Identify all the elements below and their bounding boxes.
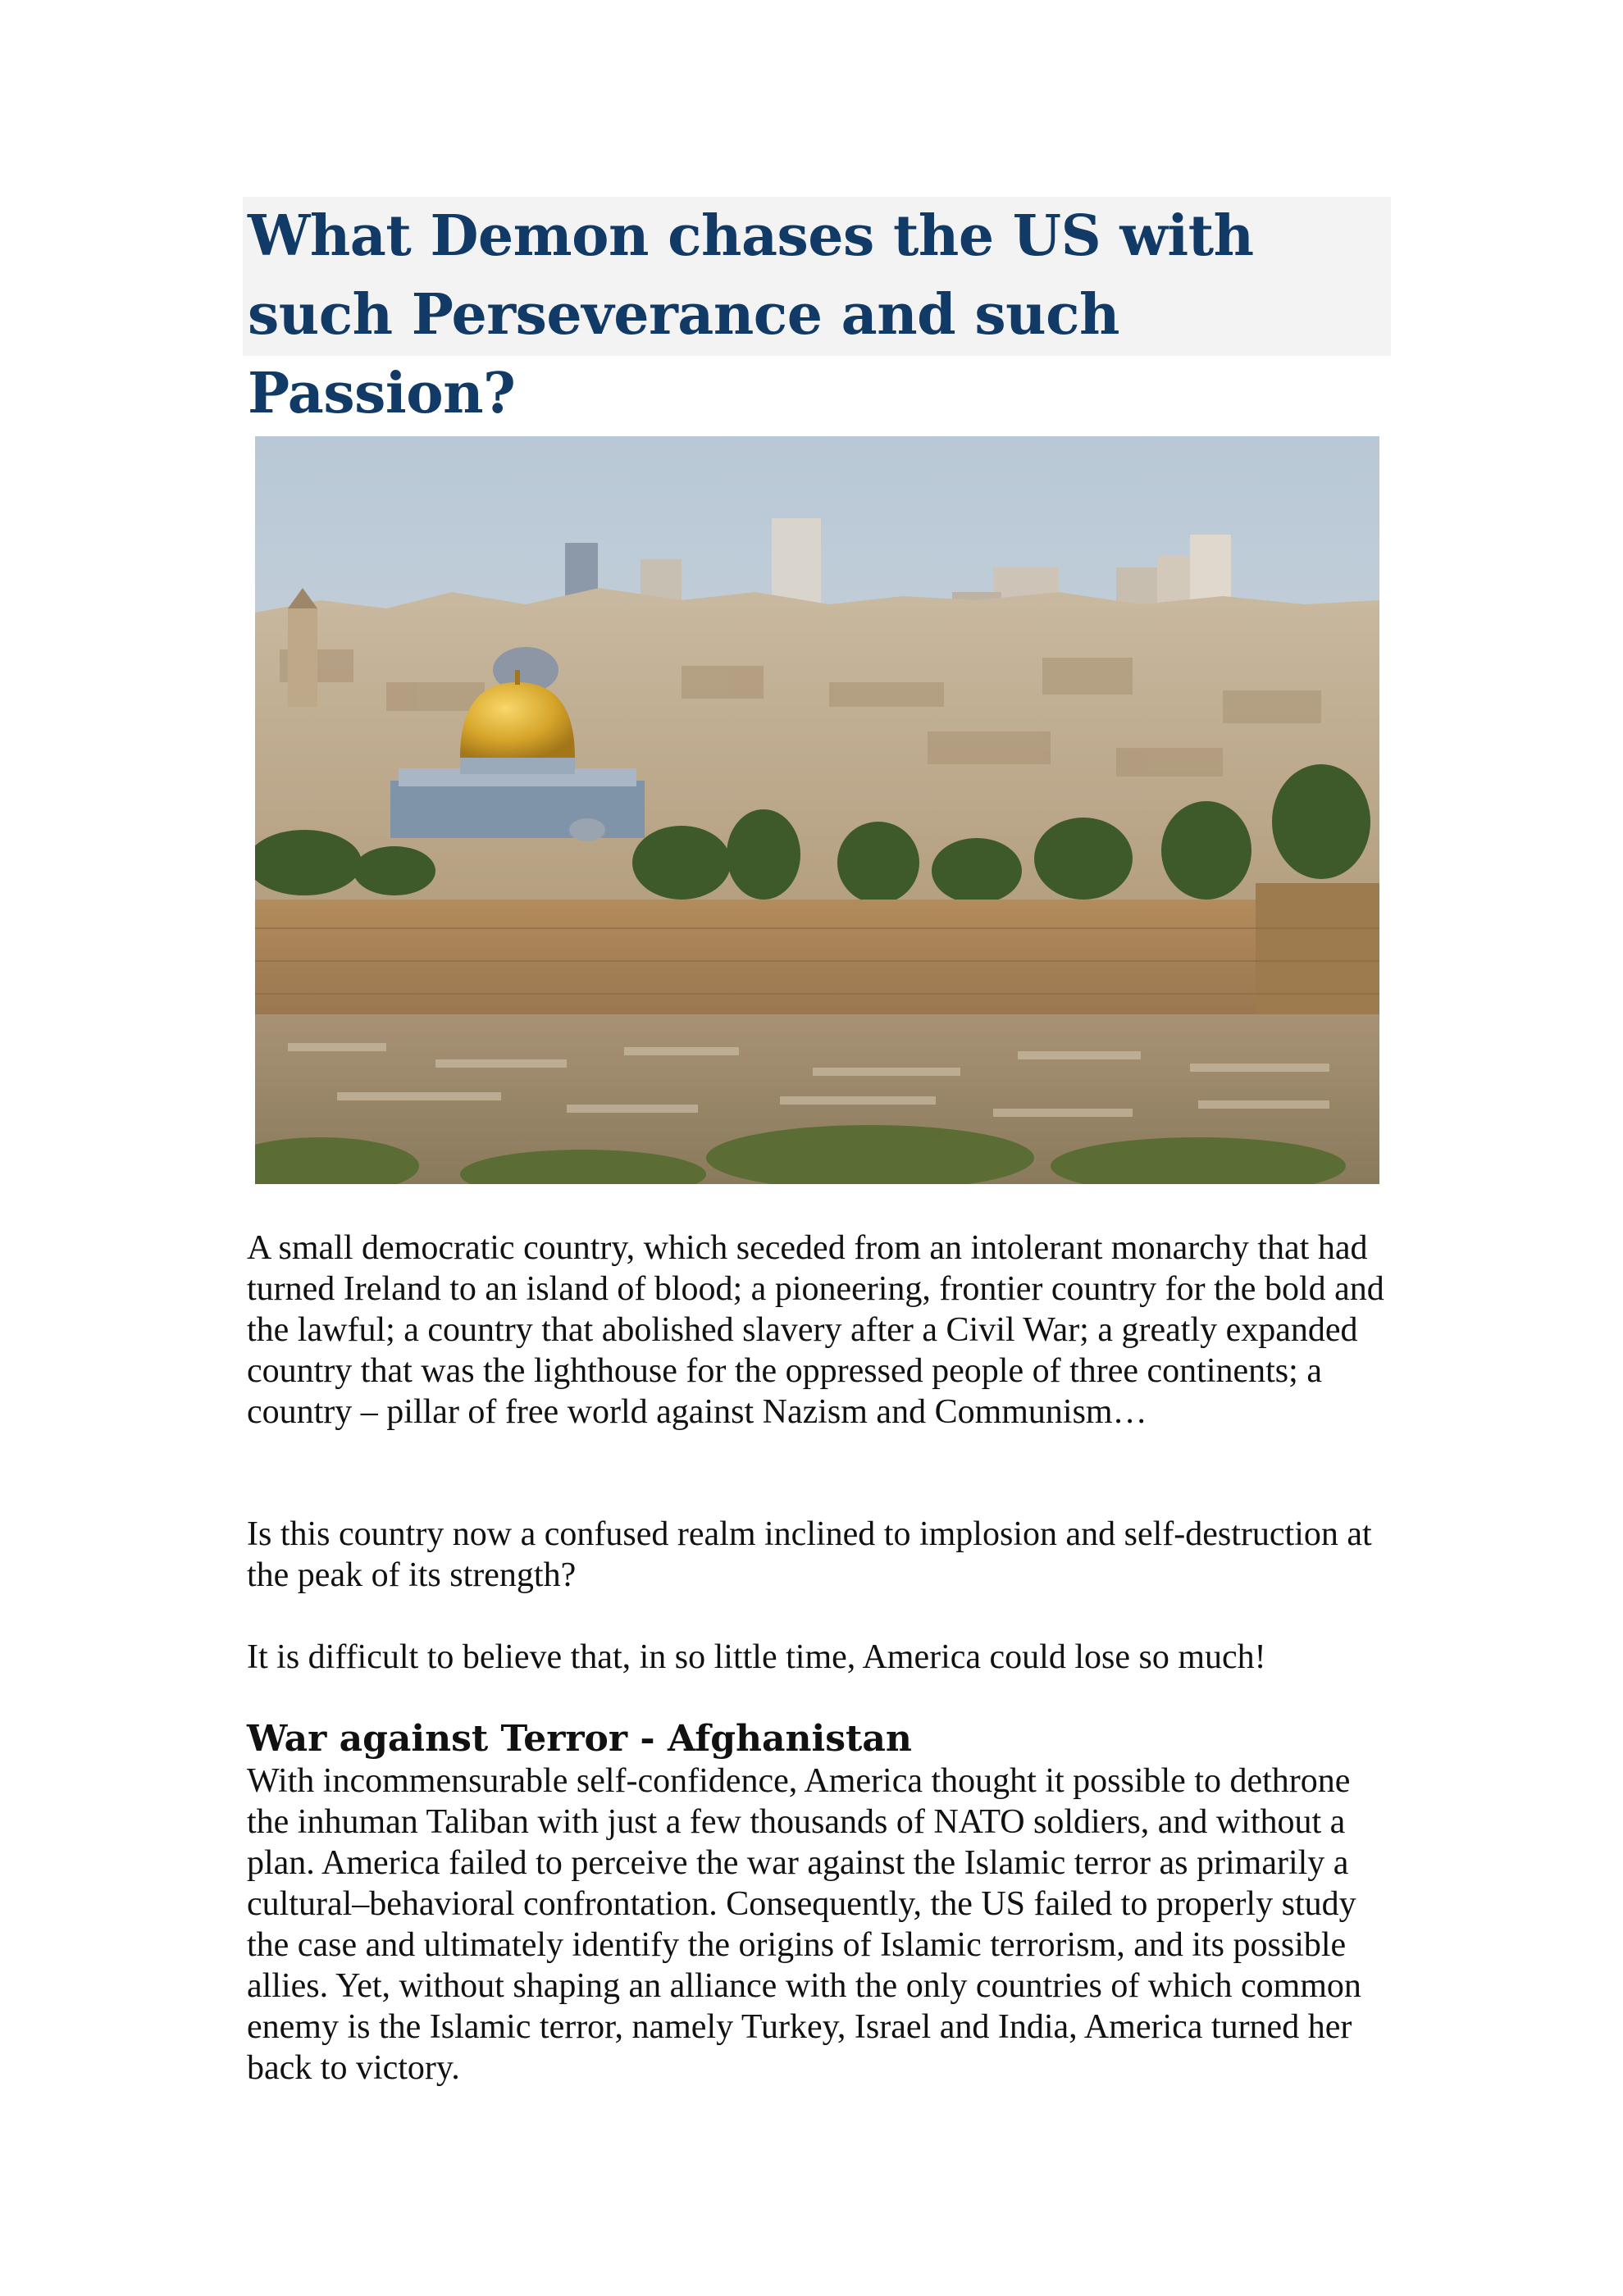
paragraph-1: A small democratic country, which seceded from an intolerant monarchy that had turned Ireland to an island of blood; a pioneering, frontier country for the bold and the lawful; a country that abolished slavery after a Civil War; a greatly expanded country that was the lighthouse for the oppressed people of three continents; a country – pillar of free world against Nazism and Communism… (247, 1229, 1384, 1431)
question-paragraph (247, 1514, 1387, 1596)
title-banner (243, 197, 1391, 426)
page-title: What Demon chases the US with such Perseverance and such Passion? (248, 203, 1254, 426)
section-heading: War against Terror - Afghanistan (247, 1718, 912, 1760)
section-text: With incommensurable self-confidence, America thought it possible to dethrone the inhuman Taliban with just a few thousands of NATO soldiers, and without a plan. America failed to perceive the war against the Islamic terror as primarily a cultural–behavioral confrontation. Consequently, the US failed to properly study the case and ultimately identify the origins of Islamic terrorism, and its possible allies. Yet, without shaping an alliance with the only countries of which common enemy is the Islamic terror, namely Turkey, Israel and India, America turned her back to victory. (247, 1762, 1361, 2087)
city-photo (255, 436, 1379, 1184)
afghanistan-section (247, 1718, 1387, 2089)
intro-paragraph (247, 1228, 1387, 1433)
paragraph-2: Is this country now a confused realm inclined to implosion and self-destruction at the peak of its strength? (247, 1515, 1372, 1594)
statement-paragraph (247, 1637, 1387, 1678)
paragraph-3: It is difficult to believe that, in so little time, America could lose so much! (247, 1638, 1266, 1676)
